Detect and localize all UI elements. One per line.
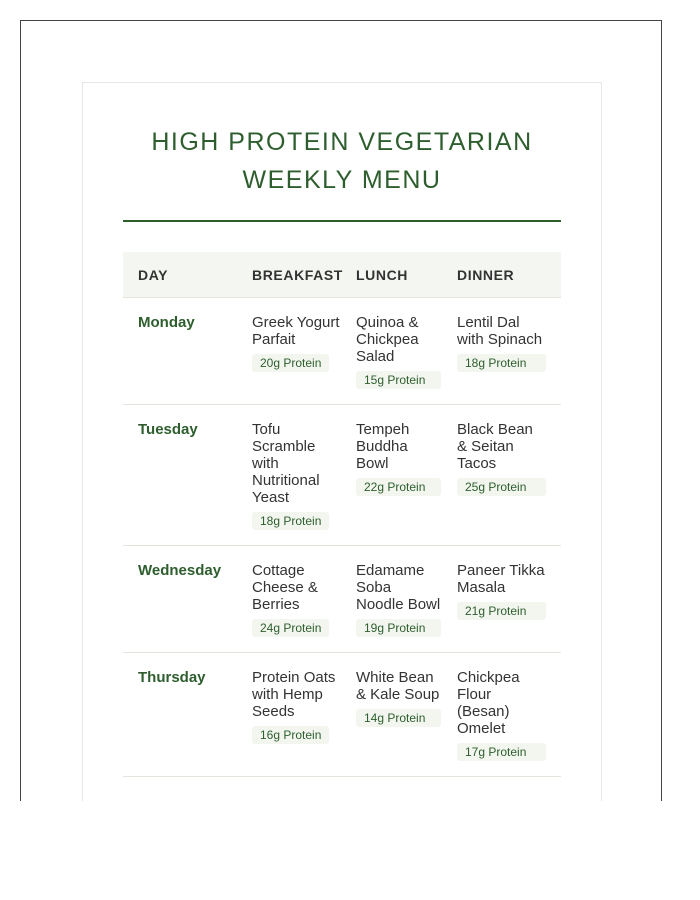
day-cell: Monday bbox=[123, 298, 237, 405]
meal-name: Chickpea Flour (Besan) Omelet bbox=[457, 669, 520, 737]
protein-badge: 20g Protein bbox=[252, 354, 329, 372]
title-divider bbox=[123, 220, 561, 222]
protein-badge: 18g Protein bbox=[252, 512, 329, 530]
header-day: DAY bbox=[123, 252, 237, 298]
meal-name: Lentil Dal with Spinach bbox=[457, 314, 543, 348]
dinner-cell bbox=[457, 298, 561, 405]
day-cell: Wednesday bbox=[123, 546, 237, 653]
dinner-cell bbox=[457, 653, 561, 777]
meal-name: White Bean & Kale Soup bbox=[356, 669, 440, 703]
breakfast-cell bbox=[237, 546, 356, 653]
table-row bbox=[123, 653, 561, 777]
protein-badge: 18g Protein bbox=[457, 354, 546, 372]
protein-badge: 22g Protein bbox=[356, 478, 441, 496]
meal-name: Edamame Soba Noodle Bowl bbox=[356, 562, 441, 613]
dinner-cell bbox=[457, 405, 561, 546]
header-lunch: LUNCH bbox=[356, 252, 457, 298]
meal-name: Protein Oats with Hemp Seeds bbox=[252, 669, 336, 720]
meal-name: Tempeh Buddha Bowl bbox=[356, 421, 410, 472]
protein-badge: 14g Protein bbox=[356, 709, 441, 727]
day-cell: Thursday bbox=[123, 653, 237, 777]
document-viewport[interactable] bbox=[20, 20, 662, 801]
lunch-cell bbox=[356, 298, 457, 405]
meal-name: Cottage Cheese & Berries bbox=[252, 562, 318, 613]
dinner-cell bbox=[457, 546, 561, 653]
protein-badge: 25g Protein bbox=[457, 478, 546, 496]
lunch-cell bbox=[356, 405, 457, 546]
protein-badge: 19g Protein bbox=[356, 619, 441, 637]
protein-badge: 24g Protein bbox=[252, 619, 329, 637]
lunch-cell bbox=[356, 546, 457, 653]
day-cell: Tuesday bbox=[123, 405, 237, 546]
meal-name: Tofu Scramble with Nutritional Yeast bbox=[252, 421, 320, 506]
header-breakfast: BREAKFAST bbox=[237, 252, 356, 298]
meal-name: Black Bean & Seitan Tacos bbox=[457, 421, 533, 472]
protein-badge: 15g Protein bbox=[356, 371, 441, 389]
page-title bbox=[83, 123, 601, 199]
breakfast-cell bbox=[237, 405, 356, 546]
lunch-cell bbox=[356, 653, 457, 777]
table-row bbox=[123, 298, 561, 405]
title-line-1: HIGH PROTEIN VEGETARIAN bbox=[151, 128, 533, 156]
menu-table bbox=[123, 252, 561, 777]
title-line-2: WEEKLY MENU bbox=[242, 166, 442, 194]
header-dinner: DINNER bbox=[457, 252, 561, 298]
protein-badge: 16g Protein bbox=[252, 726, 329, 744]
header-row bbox=[123, 252, 561, 298]
meal-name: Paneer Tikka Masala bbox=[457, 562, 545, 596]
breakfast-cell bbox=[237, 298, 356, 405]
meal-name: Greek Yogurt Parfait bbox=[252, 314, 340, 348]
protein-badge: 21g Protein bbox=[457, 602, 546, 620]
menu-card bbox=[82, 82, 602, 801]
protein-badge: 17g Protein bbox=[457, 743, 546, 761]
table-row bbox=[123, 546, 561, 653]
table-row bbox=[123, 405, 561, 546]
meal-name: Quinoa & Chickpea Salad bbox=[356, 314, 419, 365]
breakfast-cell bbox=[237, 653, 356, 777]
